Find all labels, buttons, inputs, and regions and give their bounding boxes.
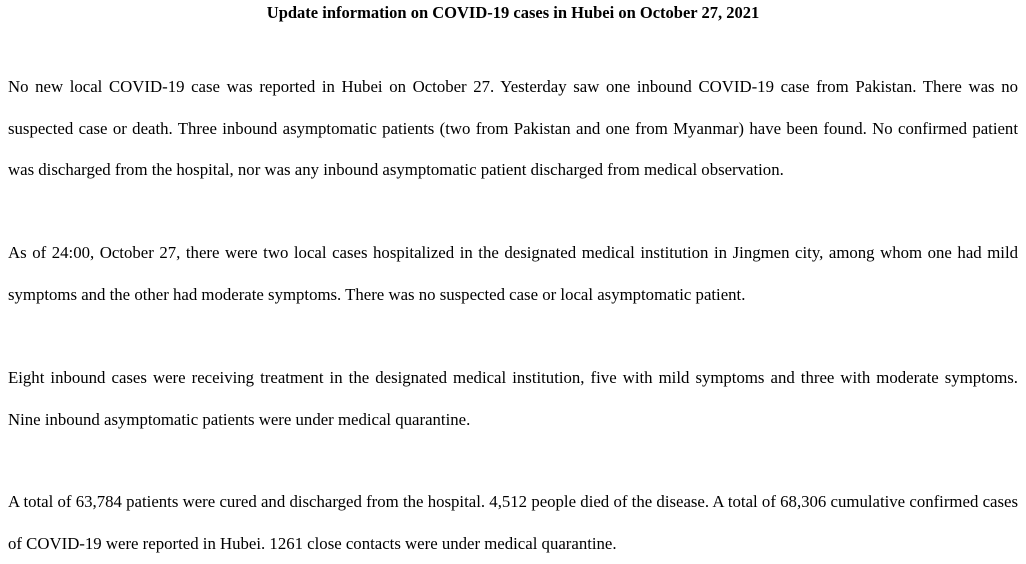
paragraph-cumulative-totals: A total of 63,784 patients were cured and discharged from the hospital. 4,512 people died of the disease. A total of 68,306 cumulative confirmed cases of COVID-19 were reported in Hubei. 1261 close contacts were under medical quarantine. xyxy=(8,492,1018,553)
document-title: Update information on COVID-19 cases in Hubei on October 27, 2021 xyxy=(266,3,760,22)
paragraph-local-hospitalized: As of 24:00, October 27, there were two local cases hospitalized in the designated medical institution in Jingmen city, among whom one had mild symptoms and the other had moderate symptoms. There was no suspected case or local asymptomatic patient. xyxy=(8,243,1018,304)
paragraph-new-cases: No new local COVID-19 case was reported in Hubei on October 27. Yesterday saw one inbound COVID-19 case from Pakistan. There was no suspected case or death. Three inbound asymptomatic patients (two from Pakistan and one from Myanmar) have been found. No confirmed patient was discharged from the hospital, nor was any inbound asymptomatic patient discharged from medical observation. xyxy=(8,77,1018,179)
paragraph-inbound-treatment: Eight inbound cases were receiving treatment in the designated medical institution, five with mild symptoms and three with moderate symptoms. Nine inbound asymptomatic patients were under medical quarantine. xyxy=(8,368,1018,429)
